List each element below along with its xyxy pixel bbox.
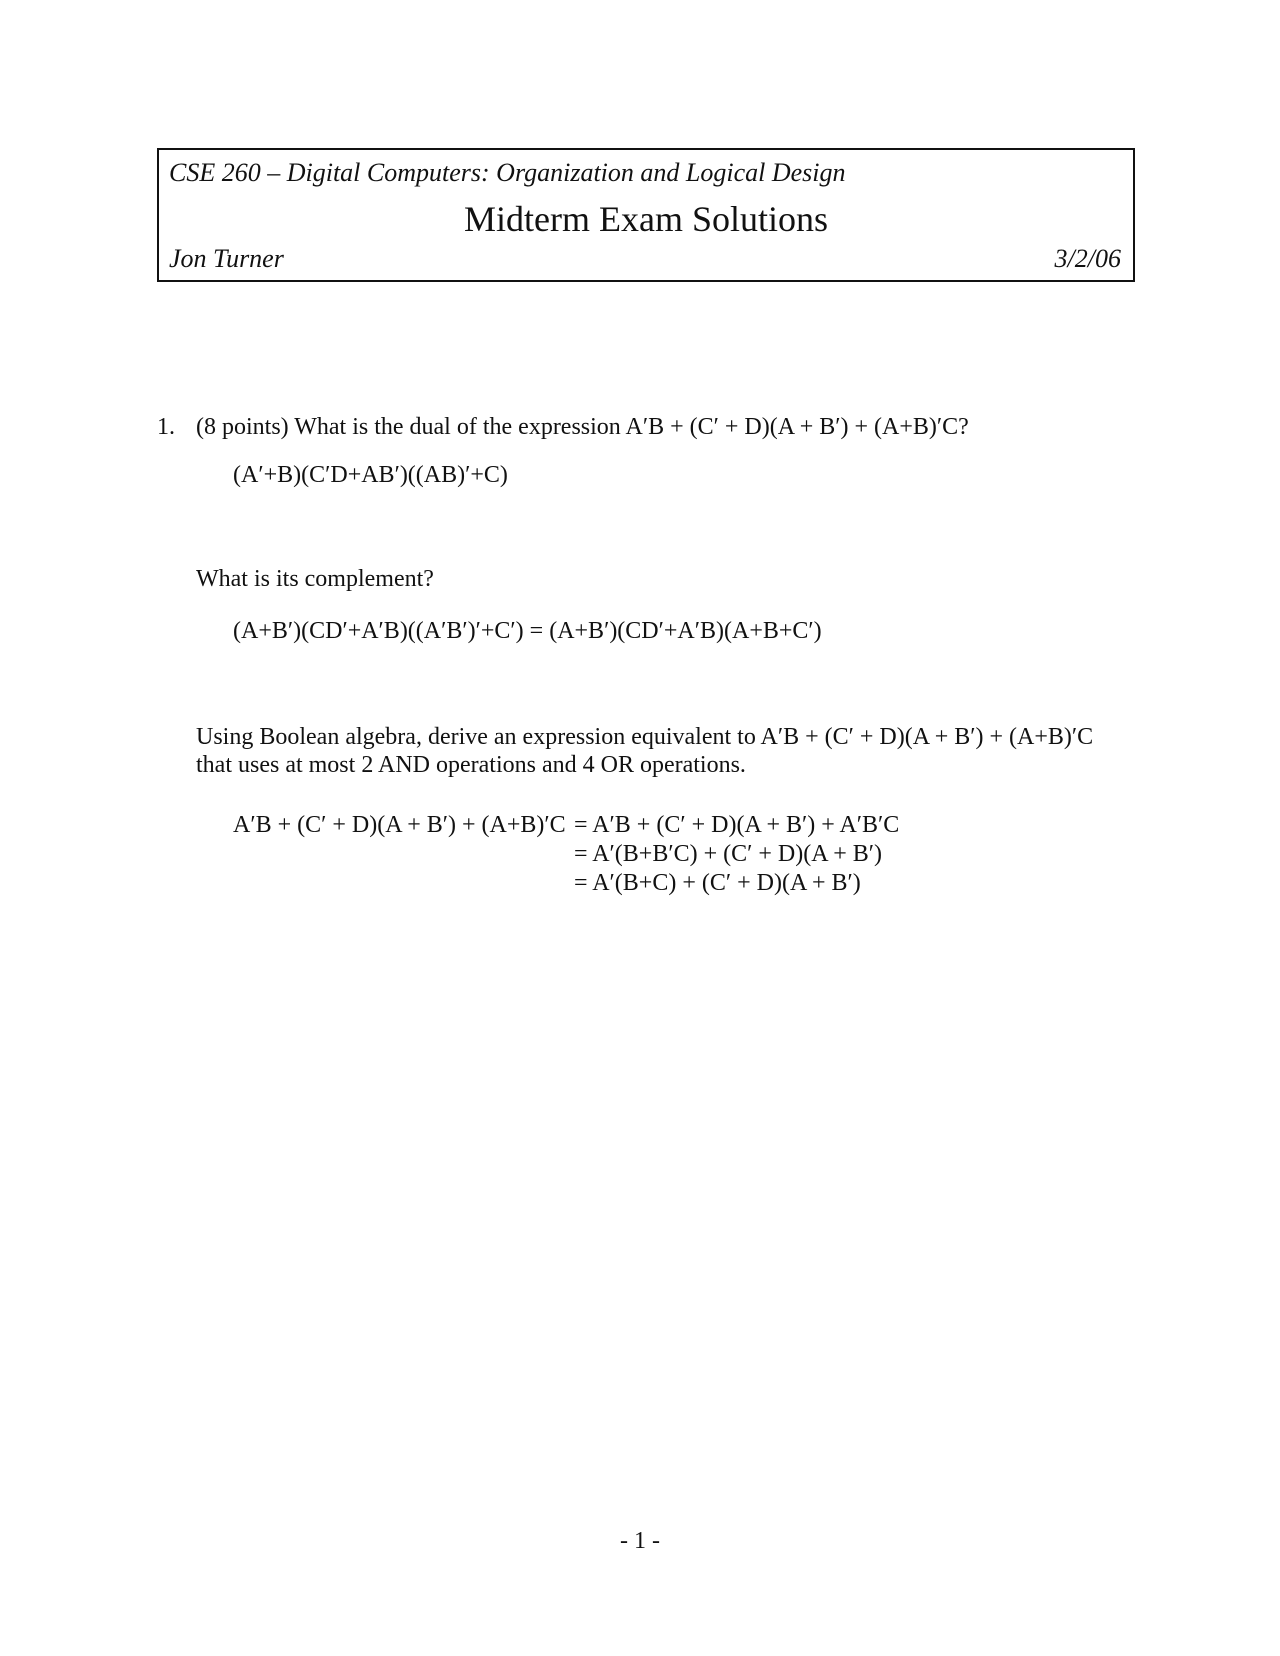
course-title: CSE 260 – Digital Computers: Organization and Logical Design xyxy=(169,158,846,187)
question-number: 1. xyxy=(157,414,175,440)
derivation-step: = A′(B+B′C) + (C′ + D)(A + B′) xyxy=(574,841,883,867)
exam-date: 3/2/06 xyxy=(1054,244,1121,273)
author-name: Jon Turner xyxy=(169,244,284,273)
question-text: (8 points) What is the dual of the expression A′B + (C′ + D)(A + B′) + (A+B)′C? xyxy=(196,414,969,440)
complement-prompt: What is its complement? xyxy=(196,566,434,592)
dual-answer: (A′+B)(C′D+AB′)((AB)′+C) xyxy=(233,462,508,488)
page-title: Midterm Exam Solutions xyxy=(464,199,828,239)
derivation-step: = A′B + (C′ + D)(A + B′) + A′B′C xyxy=(574,812,900,838)
page-number: - 1 - xyxy=(620,1528,660,1554)
derive-prompt-line-1: Using Boolean algebra, derive an expression equivalent to A′B + (C′ + D)(A + B′) + (A+B)′C xyxy=(196,724,1094,750)
complement-answer: (A+B′)(CD′+A′B)((A′B′)′+C′) = (A+B′)(CD′+A′B)(A+B+C′) xyxy=(233,618,822,644)
header-box xyxy=(157,148,1135,282)
derivation-lhs: A′B + (C′ + D)(A + B′) + (A+B)′C xyxy=(233,812,566,838)
derivation-step: = A′(B+C) + (C′ + D)(A + B′) xyxy=(574,870,861,896)
derive-prompt-line-2: that uses at most 2 AND operations and 4 OR operations. xyxy=(196,752,746,778)
